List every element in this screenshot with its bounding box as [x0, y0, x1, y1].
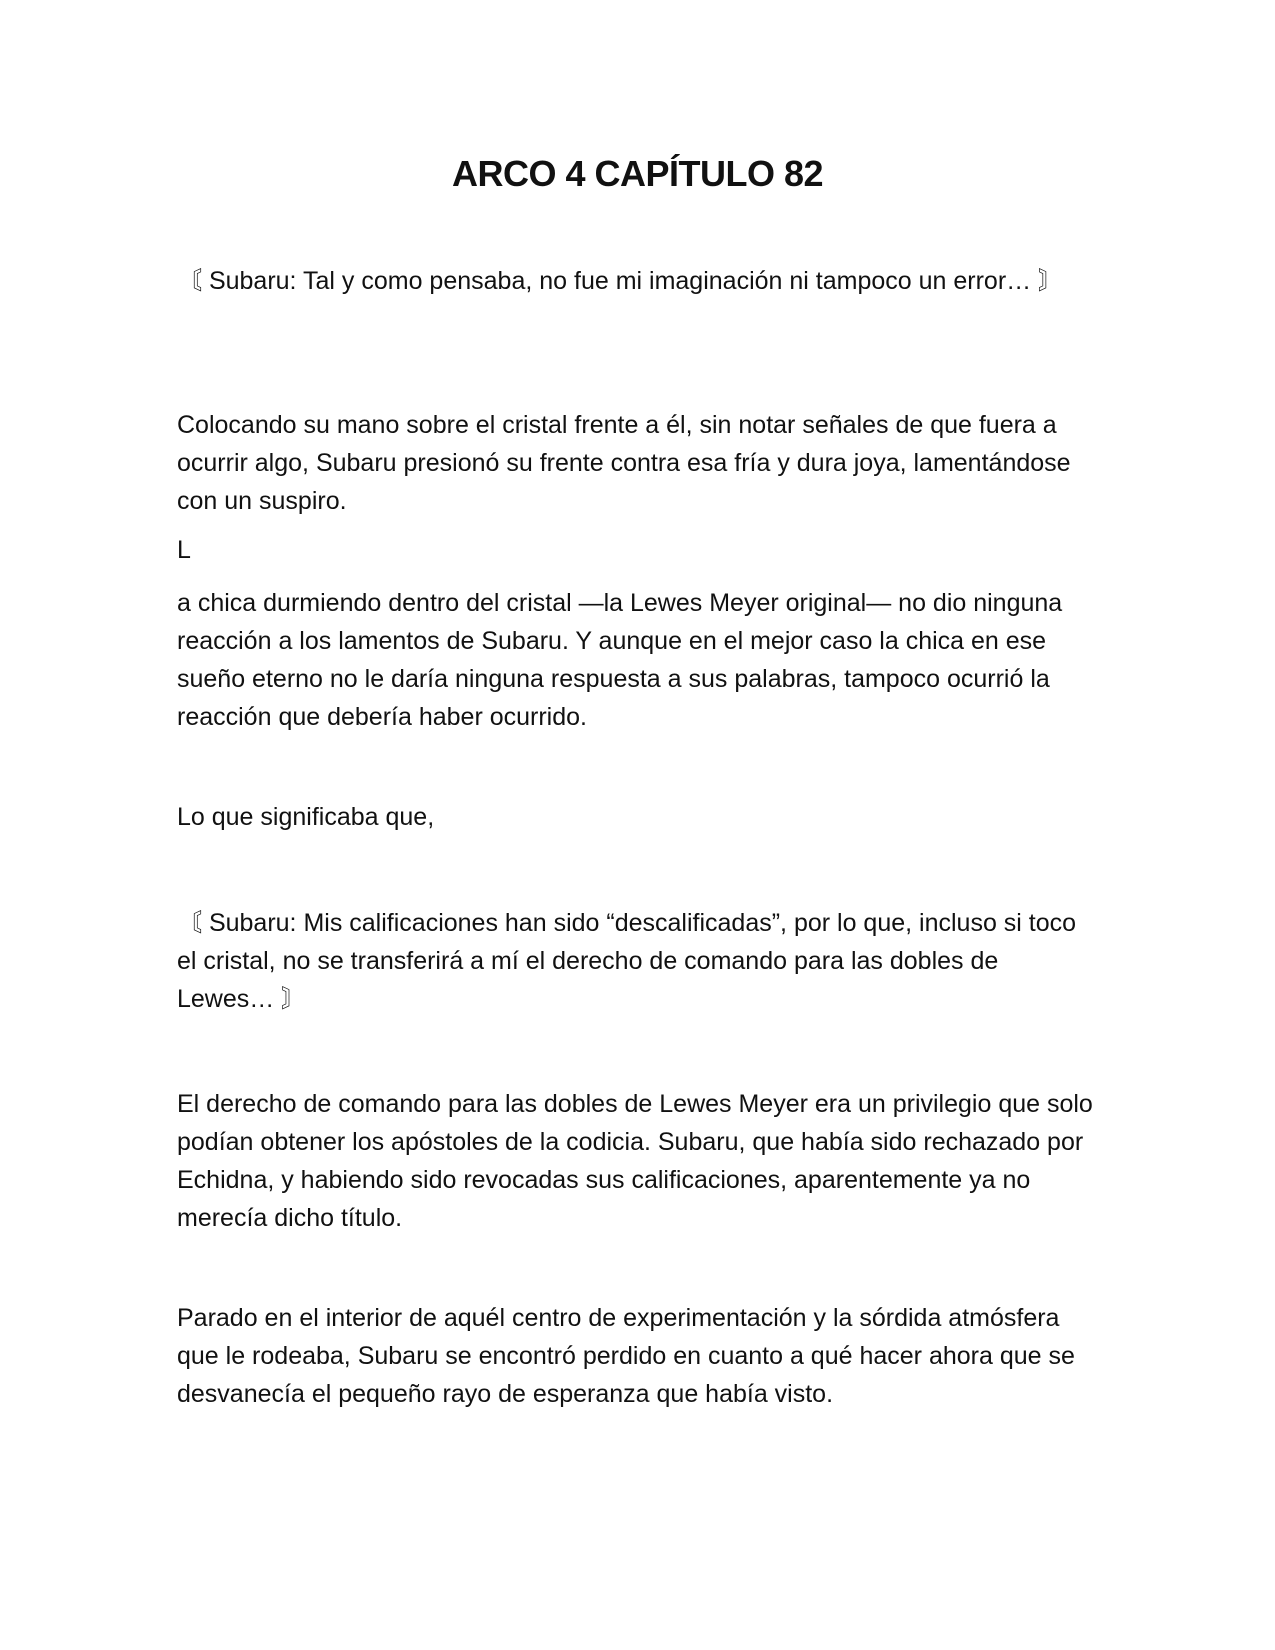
narration-paragraph-3: Lo que significaba que, [177, 803, 435, 831]
narration-paragraph-5: Parado en el interior de aquél centro de experimentación y la sórdida atmósfera que le rodeaba, Subaru se encontró perdido en cuanto a qué hacer ahora que se desvanecía el pequeño rayo de esperanza que había visto. [177, 1304, 1075, 1408]
drop-letter-line: L [177, 536, 191, 564]
dialogue-paragraph-2: 〘 Subaru: Mis calificaciones han sido “descalificadas”, por lo que, incluso si toco el cristal, no se transferirá a mí el derecho de comando para las dobles de Lewes… 〙 [177, 909, 1077, 1013]
narration-paragraph-2: a chica durmiendo dentro del cristal —la Lewes Meyer original— no dio ninguna reacción a los lamentos de Subaru. Y aunque en el mejor caso la chica en ese sueño eterno no le daría ninguna respuesta a sus palabras, tampoco ocurrió la reacción que debería haber ocurrido. [177, 589, 1063, 731]
narration-paragraph-1: Colocando su mano sobre el cristal frente a él, sin notar señales de que fuera a ocurrir algo, Subaru presionó su frente contra esa fría y dura joya, lamentándose con un suspiro. [177, 411, 1071, 515]
narration-paragraph-4: El derecho de comando para las dobles de Lewes Meyer era un privilegio que solo podían obtener los apóstoles de la codicia. Subaru, que había sido rechazado por Echidna, y habiendo sido revocadas sus calificaciones, aparentemente ya no merecía dicho título. [177, 1090, 1093, 1232]
chapter-title: ARCO 4 CAPÍTULO 82 [451, 153, 824, 194]
dialogue-paragraph-1: 〘 Subaru: Tal y como pensaba, no fue mi imaginación ni tampoco un error… 〙 [177, 267, 1064, 295]
